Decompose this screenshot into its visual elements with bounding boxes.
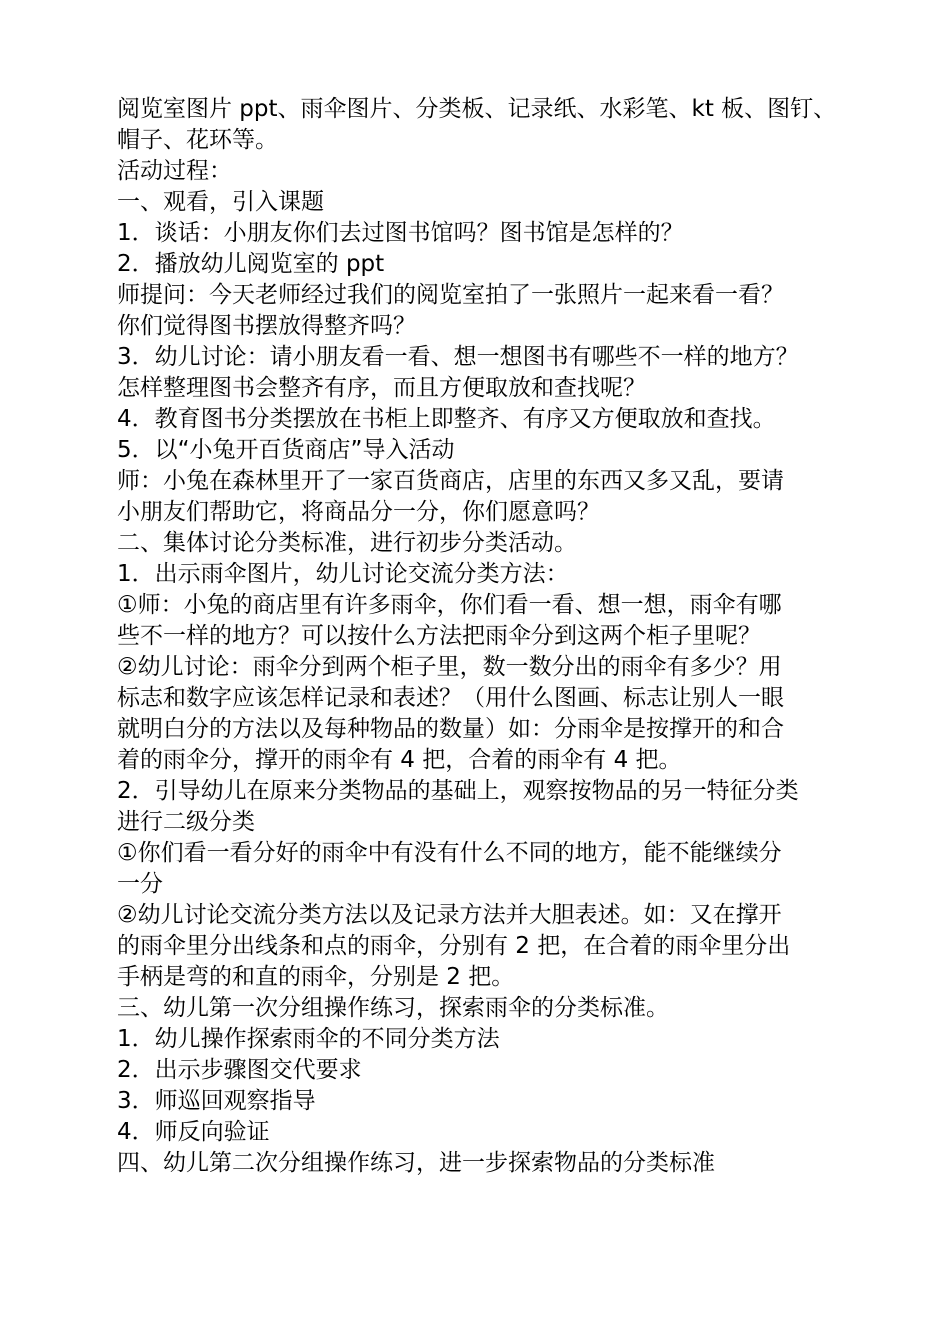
section-heading: 二、集体讨论分类标准，进行初步分类活动。	[117, 530, 577, 556]
section-heading: 一、观看，引入课题	[117, 189, 324, 215]
text-line: 阅览室图片 ppt、雨伞图片、分类板、记录纸、水彩笔、kt 板、图钉、	[117, 96, 837, 122]
text-line: 3．幼儿讨论：请小朋友看一看、想一想图书有哪些不一样的地方？	[117, 344, 799, 370]
text-line: ②幼儿讨论交流分类方法以及记录方法并大胆表述。如：又在撑开	[117, 902, 782, 928]
document-page	[117, 94, 857, 1179]
text-line: 2．播放幼儿阅览室的 ppt	[117, 251, 385, 277]
text-line: 1．幼儿操作探索雨伞的不同分类方法	[117, 1026, 500, 1052]
text-line: 1．出示雨伞图片，幼儿讨论交流分类方法：	[117, 561, 569, 587]
text-line: ①师：小兔的商店里有许多雨伞，你们看一看、想一想，雨伞有哪	[117, 592, 782, 618]
section-label: 活动过程：	[117, 158, 232, 184]
text-line: 4．教育图书分类摆放在书柜上即整齐、有序又方便取放和查找。	[117, 406, 776, 432]
text-line: 师提问：今天老师经过我们的阅览室拍了一张照片一起来看一看？	[117, 282, 784, 308]
text-line: 2．出示步骤图交代要求	[117, 1057, 362, 1083]
section-heading: 四、幼儿第二次分组操作练习，进一步探索物品的分类标准	[117, 1150, 715, 1176]
text-line: 怎样整理图书会整齐有序，而且方便取放和查找呢？	[117, 375, 646, 401]
text-line: 4．师反向验证	[117, 1119, 270, 1145]
text-line: ①你们看一看分好的雨伞中有没有什么不同的地方，能不能继续分	[117, 840, 782, 866]
text-line: 3．师巡回观察指导	[117, 1088, 316, 1114]
text-line: 的雨伞里分出线条和点的雨伞，分别有 2 把，在合着的雨伞里分出	[117, 933, 791, 959]
text-line: 一分	[117, 871, 163, 897]
text-line: 标志和数字应该怎样记录和表述？（用什么图画、标志让别人一眼	[117, 685, 784, 711]
text-line: 进行二级分类	[117, 809, 255, 835]
text-line: 小朋友们帮助它，将商品分一分，你们愿意吗？	[117, 499, 600, 525]
text-line: 些不一样的地方？可以按什么方法把雨伞分到这两个柜子里呢？	[117, 623, 761, 649]
text-line: 手柄是弯的和直的雨伞，分别是 2 把。	[117, 964, 515, 990]
text-line: 5．以“小兔开百货商店”导入活动	[117, 437, 455, 463]
text-line: 就明白分的方法以及每种物品的数量）如：分雨伞是按撑开的和合	[117, 716, 784, 742]
text-line: 师：小兔在森林里开了一家百货商店，店里的东西又多又乱，要请	[117, 468, 784, 494]
text-line: 1．谈话：小朋友你们去过图书馆吗？图书馆是怎样的？	[117, 220, 684, 246]
text-line: 你们觉得图书摆放得整齐吗？	[117, 313, 416, 339]
text-line: 2．引导幼儿在原来分类物品的基础上，观察按物品的另一特征分类	[117, 778, 799, 804]
text-line: ②幼儿讨论：雨伞分到两个柜子里，数一数分出的雨伞有多少？用	[117, 654, 782, 680]
text-line: 帽子、花环等。	[117, 127, 278, 153]
text-line: 着的雨伞分，撑开的雨伞有 4 把，合着的雨伞有 4 把。	[117, 747, 682, 773]
section-heading: 三、幼儿第一次分组操作练习，探索雨伞的分类标准。	[117, 995, 669, 1021]
